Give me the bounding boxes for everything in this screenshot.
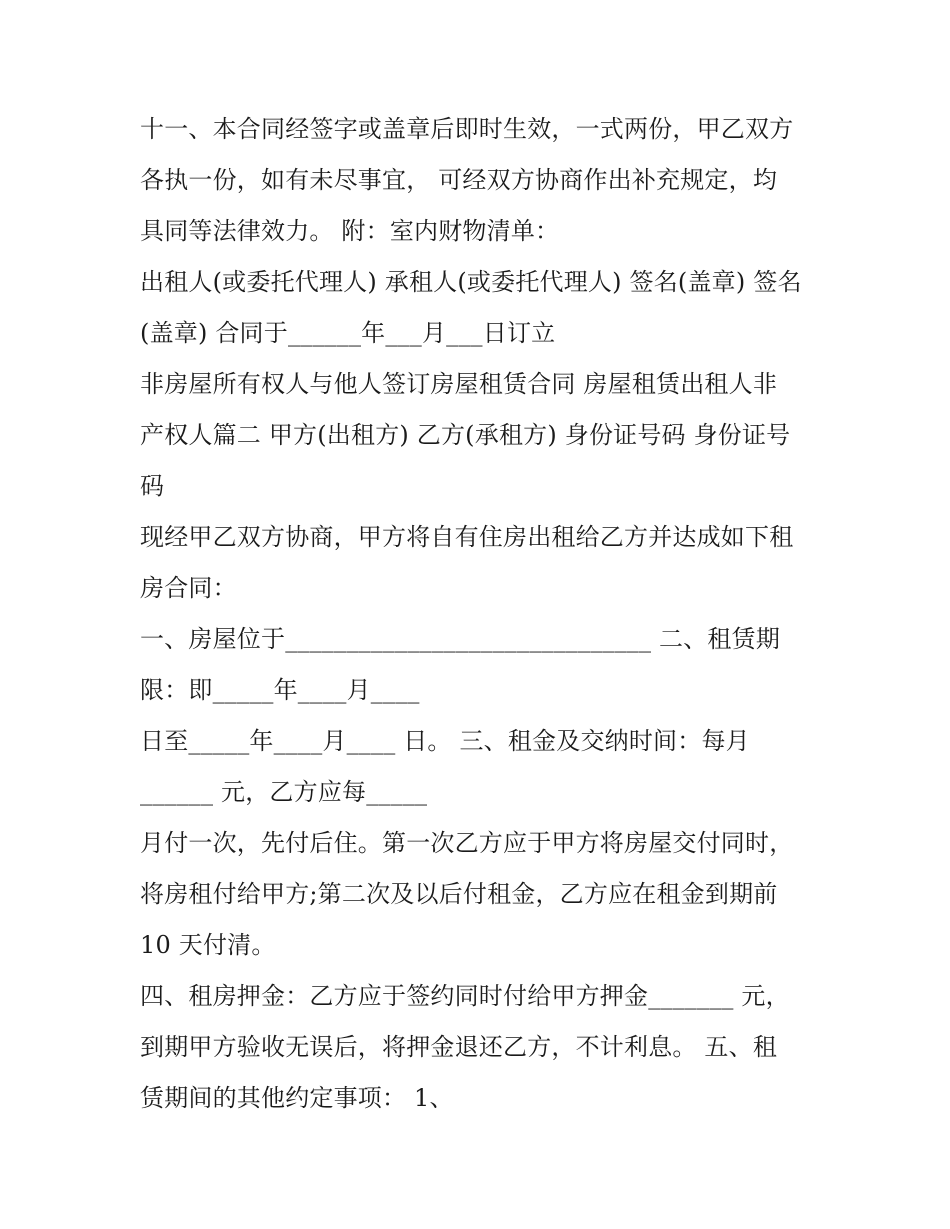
text-line: 各执一份，如有未尽事宜， 可经双方协商作出补充规定，均 [140, 166, 778, 194]
text-line: 赁期间的其他约定事项： 1、 [140, 1084, 454, 1112]
text-line: 现经甲乙双方协商，甲方将自有住房出租给乙方并达成如下租 [140, 523, 794, 551]
text-line: 月付一次，先付后住。第一次乙方应于甲方将房屋交付同时， [140, 829, 794, 857]
document-body [140, 104, 820, 1124]
text-line: 具同等法律效力。 附：室内财物清单： [140, 217, 560, 245]
text-line: 四、租房押金：乙方应于签约同时付给甲方押金_______ 元， [140, 982, 790, 1010]
text-line: 非房屋所有权人与他人签订房屋租赁合同 房屋租赁出租人非 [140, 370, 778, 398]
text-line: 一、房屋位于______________________________ 二、租赁期 [140, 625, 781, 653]
text-line: (盖章) 合同于______年___月___日订立 [140, 319, 556, 347]
text-line: ______ 元，乙方应每_____ [140, 778, 428, 806]
text-line: 10 天付清。 [140, 931, 276, 959]
text-line: 码 [140, 472, 165, 500]
text-line: 日至_____年____月____ 日。 三、租金及交纳时间：每月 [140, 727, 750, 755]
text-line: 将房租付给甲方;第二次及以后付租金，乙方应在租金到期前 [140, 880, 778, 908]
text-line: 产权人篇二 甲方(出租方) 乙方(承租方) 身份证号码 身份证号 [140, 421, 791, 449]
text-line: 十一、本合同经签字或盖章后即时生效，一式两份，甲乙双方 [140, 115, 794, 143]
text-line: 房合同： [140, 574, 237, 602]
text-line: 限：即_____年____月____ [140, 676, 420, 704]
text-line: 出租人(或委托代理人) 承租人(或委托代理人) 签名(盖章) 签名 [140, 268, 802, 296]
text-line: 到期甲方验收无误后，将押金退还乙方，不计利息。 五、租 [140, 1033, 778, 1061]
